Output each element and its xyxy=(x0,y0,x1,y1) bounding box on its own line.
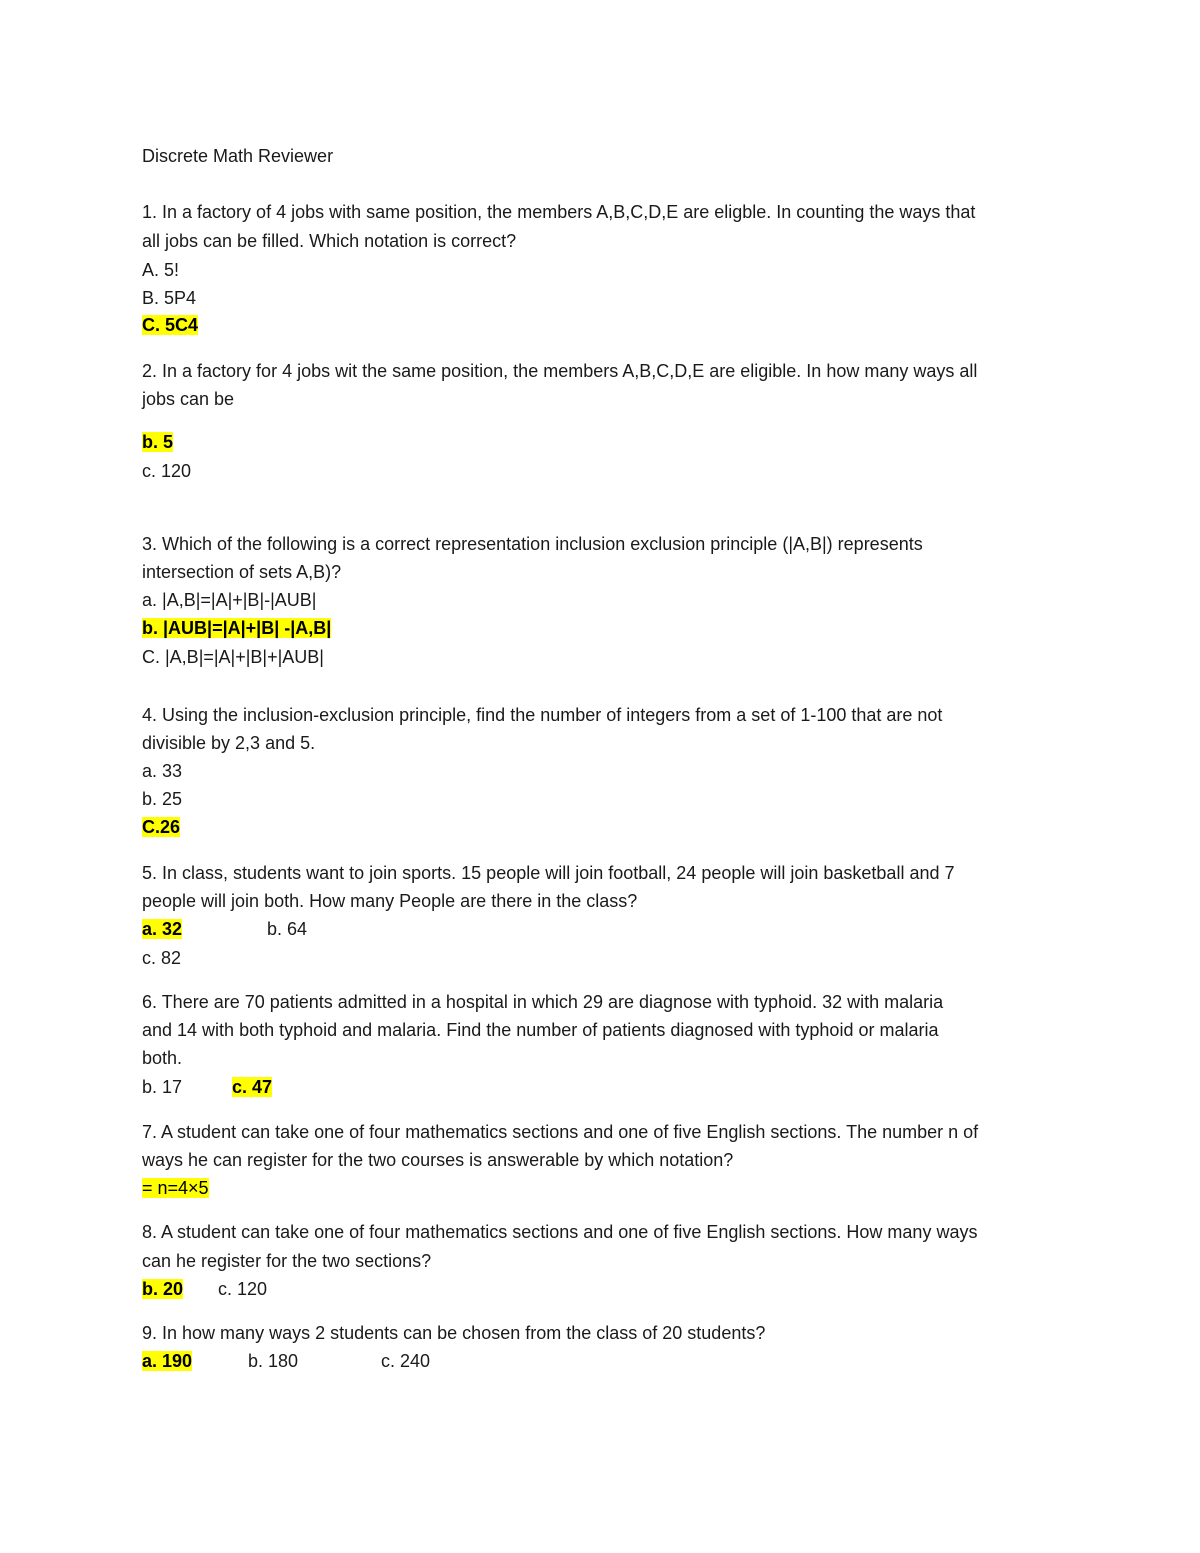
question-3-text: intersection of sets A,B)? xyxy=(142,562,342,582)
page-title: Discrete Math Reviewer xyxy=(142,146,334,166)
option-text: a. |A,B|=|A|+|B|-|AUB| xyxy=(142,590,317,610)
question-8-text: 8. A student can take one of four mathematics sections and one of five English sections. How many ways xyxy=(142,1222,978,1242)
highlighted-answer: = n=4×5 xyxy=(142,1178,209,1198)
option-text: c. 120 xyxy=(218,1279,268,1299)
option-text: b. 64 xyxy=(267,919,308,939)
option-text: C. |A,B|=|A|+|B|+|AUB| xyxy=(142,647,324,667)
highlighted-answer: b. 5 xyxy=(142,432,174,452)
question-6-text: and 14 with both typhoid and malaria. Find the number of patients diagnosed with typhoid or malaria xyxy=(142,1020,939,1040)
option-text: c. 240 xyxy=(381,1351,431,1371)
question-7-text: 7. A student can take one of four mathematics sections and one of five English sections. The number n of xyxy=(142,1122,979,1142)
option-text: b. 17 xyxy=(142,1077,183,1097)
highlighted-answer: a. 190 xyxy=(142,1351,193,1371)
option-text: B. 5P4 xyxy=(142,288,197,308)
option-text: b. 25 xyxy=(142,789,183,809)
option-text: c. 82 xyxy=(142,948,182,968)
option-text: A. 5! xyxy=(142,260,180,280)
question-5-text: people will join both. How many People are there in the class? xyxy=(142,891,638,911)
question-7-text: ways he can register for the two courses is answerable by which notation? xyxy=(142,1150,734,1170)
question-5-text: 5. In class, students want to join sports. 15 people will join football, 24 people will join basketball and 7 xyxy=(142,863,955,883)
question-2-text: 2. In a factory for 4 jobs wit the same position, the members A,B,C,D,E are eligible. In how many ways all xyxy=(142,361,978,381)
question-6-text: both. xyxy=(142,1048,183,1068)
question-4-text: divisible by 2,3 and 5. xyxy=(142,733,316,753)
option-text: b. 180 xyxy=(248,1351,299,1371)
highlighted-answer: a. 32 xyxy=(142,919,183,939)
question-1-text: all jobs can be filled. Which notation is correct? xyxy=(142,231,517,251)
highlighted-answer: C.26 xyxy=(142,817,181,837)
highlighted-answer: b. 20 xyxy=(142,1279,184,1299)
highlighted-answer: b. |AUB|=|A|+|B| -|A,B| xyxy=(142,618,332,638)
question-2-text: jobs can be xyxy=(142,389,235,409)
question-1-text: 1. In a factory of 4 jobs with same position, the members A,B,C,D,E are eligble. In counting the ways that xyxy=(142,202,976,222)
question-4-text: 4. Using the inclusion-exclusion principle, find the number of integers from a set of 1-100 that are not xyxy=(142,705,943,725)
question-6-text: 6. There are 70 patients admitted in a hospital in which 29 are diagnose with typhoid. 32 with malaria xyxy=(142,992,944,1012)
highlighted-answer: C. 5C4 xyxy=(142,315,199,335)
highlighted-answer: c. 47 xyxy=(232,1077,273,1097)
option-text: c. 120 xyxy=(142,461,192,481)
question-3-text: 3. Which of the following is a correct representation inclusion exclusion principle (|A,B|) represents xyxy=(142,534,923,554)
question-8-text: can he register for the two sections? xyxy=(142,1251,432,1271)
question-9-text: 9. In how many ways 2 students can be chosen from the class of 20 students? xyxy=(142,1323,766,1343)
option-text: a. 33 xyxy=(142,761,183,781)
